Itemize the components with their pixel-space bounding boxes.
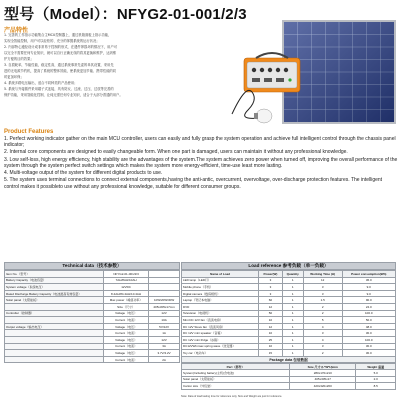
table-cell: Size 尺寸 (L*W*H)mm xyxy=(290,364,356,370)
table-cell: 1 xyxy=(282,290,303,297)
table-cell: Battery Capacity（电池容量） xyxy=(5,277,104,284)
table-cell: 1 xyxy=(282,317,303,324)
table-cell: 12VDC xyxy=(103,284,148,291)
table-cell: 8.5 xyxy=(356,383,396,389)
en-feature-item: 3. Low self-loss, high energy efficiency, high stability are the advantages of the system.The system achieves zero power when turned off, improving the overall performance of the system through the system perfect switch settings which makes the system more energy-efficient, time-use least more lasting. xyxy=(4,156,398,169)
table-cell: 10W/20W/30W xyxy=(149,297,180,304)
table-cell xyxy=(5,317,104,324)
cn-feature-line: 实现全智能控制，用户可以轻松的、充分的掌握系统的运行状况； xyxy=(4,39,100,43)
table-row xyxy=(5,323,180,330)
table-cell: Power consumption(Wh) xyxy=(342,271,396,278)
table-cell: Digital camera（数码相机） xyxy=(182,290,259,297)
table-cell: 3 xyxy=(259,290,282,297)
table-cell: Current（电流） xyxy=(103,317,148,324)
table-cell: 1 xyxy=(282,297,303,304)
en-feature-item: 4. Multi-voltage output of the system for different digital products to use. xyxy=(4,170,163,177)
table-cell: LED lamp（LED灯） xyxy=(182,277,259,284)
table-cell: DC 12V Stove fan（直流风扇） xyxy=(182,323,259,330)
table-row xyxy=(5,356,180,363)
model-title: 型号（Model）：NFYG2-01-001/2/3 xyxy=(4,6,247,23)
cn-feature-line: 4. 系统多路电压输出，适合不同种类的产品使用； xyxy=(4,81,78,85)
table-cell: 24.0 xyxy=(342,303,396,310)
table-cell: System voltage（系统电压） xyxy=(5,284,104,291)
table-cell: Mini DC 12V fan（直流电扇） xyxy=(182,317,259,324)
table-cell: 15 xyxy=(259,350,282,357)
table-cell xyxy=(149,277,180,284)
tech-data-table xyxy=(4,270,180,363)
table-cell: 3 xyxy=(259,284,282,291)
cn-section-title: 产品特性 xyxy=(4,28,29,34)
table-cell: 3 xyxy=(303,330,342,337)
table-cell: 3.7V/4.2V xyxy=(149,350,180,357)
table-cell: 3 xyxy=(303,343,342,350)
table-row xyxy=(5,271,180,278)
table-cell: 9.0 xyxy=(342,290,396,297)
table-cell: 2 xyxy=(303,303,342,310)
table-cell: 12 xyxy=(303,277,342,284)
table-row xyxy=(182,297,396,304)
table-cell: 30.0 xyxy=(342,330,396,337)
table-cell: 405x305x17 xyxy=(290,376,356,382)
en-feature-list xyxy=(4,136,398,191)
table-cell: 1 xyxy=(282,310,303,317)
table-cell: Mobile phone（手机） xyxy=(182,284,259,291)
table-row xyxy=(5,310,180,317)
table-cell: 10A xyxy=(149,317,180,324)
table-cell: Quantity xyxy=(282,271,303,278)
table-cell: NFYG2-01-001/2/3 xyxy=(103,271,148,278)
cn-feature-line: 5. 系统与外接插件采用端子式连接，具有防反、过流、过压、过放等完善的 xyxy=(4,87,114,91)
table-cell: 8.4AH/84.4AH/10.4AH xyxy=(103,290,148,297)
table-cell: 1 xyxy=(282,343,303,350)
table-cell: 1 xyxy=(282,336,303,343)
table-cell: 5V/12V xyxy=(149,323,180,330)
table-cell: Rated Discharge Battery Capacity（电池最高有效容量） xyxy=(5,290,104,297)
table-row xyxy=(5,343,180,350)
table-cell xyxy=(5,336,104,343)
table-row xyxy=(5,290,180,297)
table-cell: 4 xyxy=(303,336,342,343)
table-row xyxy=(182,336,396,343)
en-section-title: Product Features xyxy=(4,129,54,135)
cn-feature-line: 进的无电源节约机，提高了系统的整体效能，使系统更加节能、携带性能的同 xyxy=(4,69,117,73)
table-cell: Toy car（电动车） xyxy=(182,350,259,357)
table-row xyxy=(182,343,396,350)
table-row xyxy=(182,284,396,291)
table-cell xyxy=(5,356,104,363)
table-cell: Output voltage（输出电压） xyxy=(5,323,104,330)
table-cell: 4 xyxy=(303,323,342,330)
package-table-title: Package data 包装数据 xyxy=(181,356,396,363)
table-row xyxy=(5,277,180,284)
table-cell: 100.0 xyxy=(342,310,396,317)
table-cell: 3A xyxy=(149,343,180,350)
table-cell: 3 xyxy=(259,277,282,284)
table-cell: Item No.（型号） xyxy=(5,271,104,278)
cn-feature-line: 护方便的目的效果； xyxy=(4,57,34,61)
table-cell: 12V xyxy=(149,336,180,343)
table-row xyxy=(182,290,396,297)
cn-feature-list xyxy=(4,32,226,98)
table-cell: Current（电流） xyxy=(103,356,148,363)
cn-feature-line: 2. 内部特心遵经设计成非常易于控制的形式，在遇件摔损坏的情况下，用户可 xyxy=(4,45,117,49)
table-cell: Solar panel（太阳能板） xyxy=(5,297,104,304)
table-cell: DC 12V mini speaker（音箱） xyxy=(182,330,259,337)
table-cell: Current（电流） xyxy=(103,330,148,337)
table-cell: 12 xyxy=(259,303,282,310)
product-illustration xyxy=(226,18,398,130)
table-cell: 50 xyxy=(259,310,282,317)
table-row xyxy=(182,323,396,330)
table-cell: Voltage（电压） xyxy=(103,323,148,330)
load-reference-table xyxy=(181,270,396,357)
table-cell: Voltage（电压） xyxy=(103,336,148,343)
tech-table-title: Technical data（技术参数） xyxy=(4,262,180,270)
table-cell: DC 12V mini fridge（冰箱） xyxy=(182,336,259,343)
table-cell: DVD xyxy=(182,303,259,310)
table-cell: Voltage（电压） xyxy=(103,310,148,317)
table-cell: 3 xyxy=(303,284,342,291)
table-cell xyxy=(5,350,104,357)
table-cell: Size（尺寸） xyxy=(103,303,148,310)
table-cell: 10 xyxy=(259,330,282,337)
cn-feature-line: 保护功能，采用智能化控制，让纯无需任何专业知识，适合于大部分普通的用户。 xyxy=(4,93,123,97)
table-cell: 12V xyxy=(149,310,180,317)
table-cell: 420x320x260 xyxy=(290,383,356,389)
table-cell xyxy=(149,284,180,291)
table-row xyxy=(5,317,180,324)
table-cell xyxy=(149,290,180,297)
en-feature-item: 5. The system uses terminal connections to connect external components,having the anti-antic, overcurrent, overvoltage, over-discharge protection features. The intelligent control makes it possibleto use without any professional knowledge, suitable for different consumer groups. xyxy=(4,177,383,190)
table-row xyxy=(5,303,180,310)
table-cell: 1 xyxy=(282,323,303,330)
en-feature-item: 2. Internal core components are designed to easily changeable form. When one part is damaged, users can maintain it without any professional knowledge. xyxy=(4,149,348,156)
package-data-table xyxy=(181,363,396,390)
table-cell: Television（电视机） xyxy=(182,310,259,317)
table-cell: System(Including battery)主机(含电池) xyxy=(182,370,290,376)
table-row xyxy=(5,297,180,304)
table-row xyxy=(5,350,180,357)
table-cell xyxy=(5,343,104,350)
table-row xyxy=(5,330,180,337)
table-row xyxy=(182,330,396,337)
table-cell xyxy=(5,330,104,337)
table-cell: Name of Load xyxy=(182,271,259,278)
table-cell: 10 xyxy=(259,317,282,324)
table-cell: Power(W) xyxy=(259,271,282,278)
table-row xyxy=(182,383,396,389)
table-cell: 1 xyxy=(282,284,303,291)
table-cell: 1 xyxy=(282,330,303,337)
table-cell: 7AH/8AH/10AH xyxy=(103,277,148,284)
table-cell: 50.0 xyxy=(342,317,396,324)
table-cell: 90.0 xyxy=(342,297,396,304)
package-note: Note: Data of load lasting time for reference only, Size and Weight are just for reference. xyxy=(181,395,283,398)
table-cell xyxy=(5,303,104,310)
table-cell: 100.0 xyxy=(342,336,396,343)
table-cell: Working Time (H) xyxy=(303,271,342,278)
table-cell: 405x305x17mm xyxy=(149,303,180,310)
table-cell: 48.0 xyxy=(342,323,396,330)
table-cell: Carton size（外包装） xyxy=(182,383,290,389)
cn-feature-line: 时更加环保； xyxy=(4,75,24,79)
table-cell: 2 xyxy=(303,350,342,357)
table-cell: 30.0 xyxy=(342,350,396,357)
load-table-title: Load reference 参考负载（单一负载） xyxy=(181,262,396,270)
table-cell: 1A xyxy=(149,330,180,337)
control-box-image xyxy=(244,53,300,92)
table-cell: Current（电流） xyxy=(103,343,148,350)
table-row xyxy=(182,277,396,284)
table-cell: Solar panel（太阳能板） xyxy=(182,376,290,382)
table-cell: 2.0 xyxy=(356,376,396,382)
table-cell: 1 xyxy=(282,277,303,284)
table-cell: 5 xyxy=(303,317,342,324)
table-cell: 30.0 xyxy=(342,343,396,350)
table-cell: 9.0 xyxy=(342,284,396,291)
table-cell: Laptop（笔记本电脑） xyxy=(182,297,259,304)
cn-feature-line: 以完全不需要任何专业知识，就可以自行正确无误的将其更换和维护，达到维 xyxy=(4,51,117,55)
cn-feature-line: 1. 完善的工作指示功能集合主MCU控制器上，通过机箱面板上指示功能， xyxy=(4,33,112,37)
table-row xyxy=(182,317,396,324)
table-cell: 2 xyxy=(303,310,342,317)
table-cell: 25 xyxy=(259,336,282,343)
bulb-image xyxy=(232,90,272,123)
table-row xyxy=(182,303,396,310)
table-row xyxy=(5,336,180,343)
table-cell: DC12VWinmax spring wave（逆变器） xyxy=(182,343,259,350)
table-row xyxy=(5,284,180,291)
table-cell: Weight 重量 xyxy=(356,364,396,370)
table-cell: 1.5 xyxy=(303,297,342,304)
table-row xyxy=(182,310,396,317)
table-cell: 36.0 xyxy=(342,277,396,284)
table-cell: Part（部件） xyxy=(182,364,290,370)
en-feature-item: 1. Perfect working indicator gather on the main MCU controller, users can easily and fully grasp the system operation and achieve full intelligent control through the chassis panel indicator; xyxy=(4,136,396,149)
cn-feature-line: 3. 自损耗率，节能性能，稳定性高，通过系统事常先委的单其设置，采用先 xyxy=(4,63,114,67)
table-cell: Voltage（电压） xyxy=(103,350,148,357)
table-cell: 1 xyxy=(282,303,303,310)
table-cell: Max power（峰值功率） xyxy=(103,297,148,304)
table-cell: 1 xyxy=(282,350,303,357)
table-cell: 12 xyxy=(259,323,282,330)
table-cell: 60 xyxy=(259,297,282,304)
table-cell: 5.0 xyxy=(356,370,396,376)
table-cell: 3 xyxy=(303,290,342,297)
table-cell: Controller（控制器） xyxy=(5,310,104,317)
table-row xyxy=(182,271,396,278)
table-cell: 10 xyxy=(259,343,282,350)
table-cell: 2A xyxy=(149,356,180,363)
table-cell xyxy=(149,271,180,278)
table-cell: 280x170x210 xyxy=(290,370,356,376)
